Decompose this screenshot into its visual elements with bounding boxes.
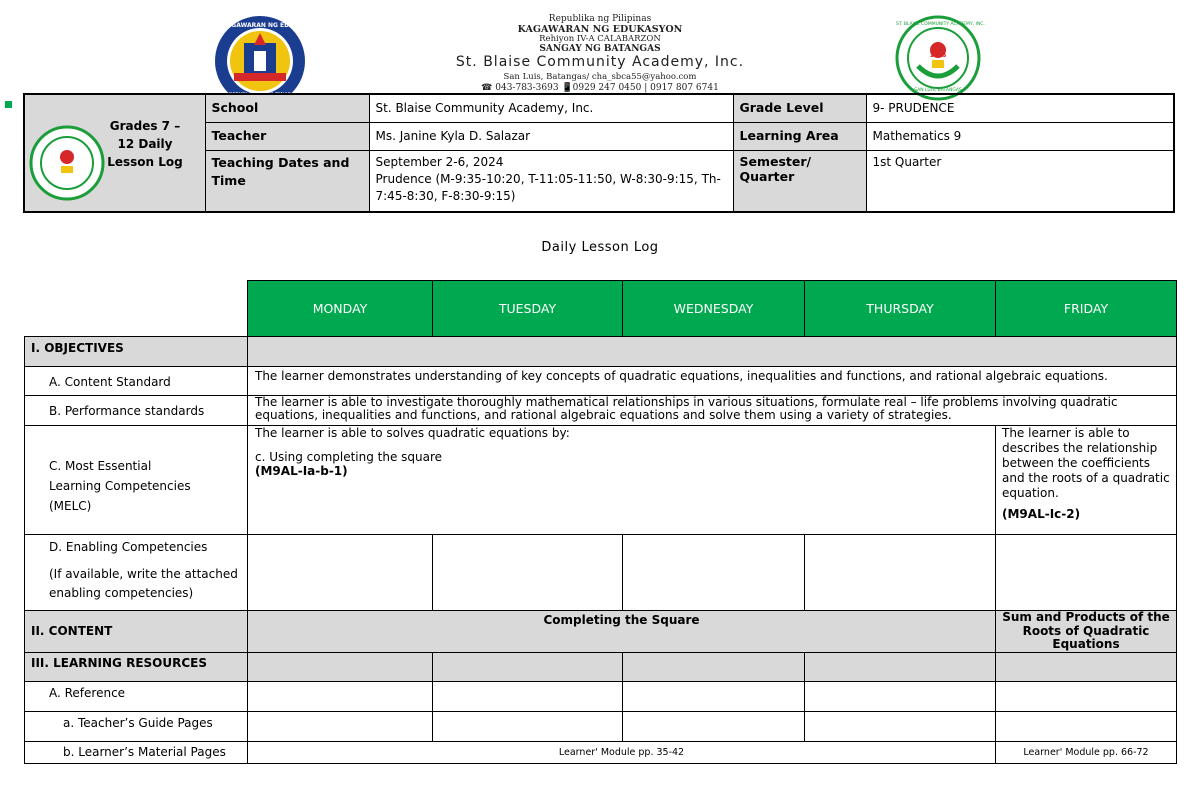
melc-main-code: (M9AL-Ia-b-1) — [255, 464, 348, 478]
enabling-label: D. Enabling Competencies — [49, 540, 208, 554]
objectives-heading: I. OBJECTIVES — [25, 337, 248, 367]
resources-tuesday — [433, 652, 623, 681]
dates-label: Teaching Dates and Time — [205, 150, 369, 212]
enabling-friday — [996, 535, 1177, 611]
day-wednesday: WEDNESDAY — [623, 281, 805, 337]
header-address: San Luis, Batangas/ cha_sbca55@yahoo.com — [503, 72, 697, 82]
school-value: St. Blaise Community Academy, Inc. — [369, 94, 733, 122]
teachers-guide-label: a. Teacher’s Guide Pages — [25, 711, 248, 741]
resources-friday — [996, 652, 1177, 681]
tg-thursday — [805, 711, 996, 741]
melc-main — [248, 426, 996, 535]
lesson-log-table — [24, 280, 1177, 764]
deped-seal-top-text: KAGAWARAN NG EDUKASYON — [222, 22, 322, 29]
school-logo-small — [29, 125, 105, 201]
enabling-wednesday — [623, 535, 805, 611]
info-table — [23, 93, 1175, 213]
enabling-thursday — [805, 535, 996, 611]
day-tuesday: TUESDAY — [433, 281, 623, 337]
reference-wednesday — [623, 681, 805, 711]
grades-label: Grades 7 – 12 Daily Lesson Log — [107, 119, 183, 169]
learners-material-label: b. Learner’s Material Pages — [25, 741, 248, 763]
tg-wednesday — [623, 711, 805, 741]
bullet-marker — [5, 101, 12, 108]
school-seal-text: ST. BLAISE COMMUNITY ACADEMY, INC. — [896, 22, 985, 27]
reference-friday — [996, 681, 1177, 711]
header-contact: ☎ 043-783-3693 📱0929 247 0450 | 0917 807 6741 — [481, 83, 719, 93]
semester-label: Semester/ Quarter — [733, 150, 866, 212]
content-friday: Sum and Products of the Roots of Quadratic Equations — [996, 611, 1177, 653]
teacher-value: Ms. Janine Kyla D. Salazar — [369, 122, 733, 150]
learning-area-value: Mathematics 9 — [866, 122, 1174, 150]
learning-area-label: Learning Area — [733, 122, 866, 150]
melc-main-line1: The learner is able to solves quadratic equations by: — [255, 426, 570, 440]
reference-label: A. Reference — [25, 681, 248, 711]
dates-range: September 2-6, 2024 — [375, 154, 504, 169]
content-standard-label: A. Content Standard — [25, 367, 248, 396]
grades-cell — [24, 94, 205, 212]
dates-schedule: Prudence (M-9:35-10:20, T-11:05-11:50, W-8:30-9:15, Th-7:45-8:30, F-8:30-9:15) — [375, 171, 721, 203]
header-republic: Republika ng Pilipinas — [548, 14, 652, 24]
melc-friday-text: The learner is able to describes the relationship between the coefficients and the roots of a quadratic equation. — [1002, 426, 1170, 500]
reference-tuesday — [433, 681, 623, 711]
objectives-band — [248, 337, 1177, 367]
performance-standards-text: The learner is able to investigate thoroughly mathematical relationships in various situations, formulate real – life problems involving quadratic equations, inequalities and functions, and rational algebraic equations and solve them using a variety of strategies. — [248, 396, 1177, 426]
reference-monday — [248, 681, 433, 711]
tg-tuesday — [433, 711, 623, 741]
enabling-tuesday — [433, 535, 623, 611]
melc-friday-code: (M9AL-Ic-2) — [1002, 507, 1081, 521]
melc-spacer — [255, 440, 989, 450]
reference-thursday — [805, 681, 996, 711]
dates-value — [369, 150, 733, 212]
day-thursday: THURSDAY — [805, 281, 996, 337]
resources-heading: III. LEARNING RESOURCES — [25, 652, 248, 681]
content-standard-text: The learner demonstrates understanding of key concepts of quadratic equations, inequalities and functions, and rational algebraic equations. — [248, 367, 1177, 396]
header-department: KAGAWARAN NG EDUKASYON — [517, 24, 683, 35]
tg-friday — [996, 711, 1177, 741]
header-division: SANGAY NG BATANGAS — [539, 44, 661, 54]
enabling-note: (If available, write the attached enabling competencies) — [49, 567, 238, 600]
school-seal-bottom: SAN LUIS, BATANGAS — [914, 88, 962, 93]
resources-wednesday — [623, 652, 805, 681]
lm-main: Learner' Module pp. 35-42 — [248, 741, 996, 763]
teacher-label: Teacher — [205, 122, 369, 150]
content-main: Completing the Square — [248, 611, 996, 653]
melc-friday — [996, 426, 1177, 535]
header-school-name: St. Blaise Community Academy, Inc. — [455, 54, 745, 70]
lm-friday: Learner' Module pp. 66-72 — [996, 741, 1177, 763]
tg-monday — [248, 711, 433, 741]
melc-label: C. Most Essential Learning Competencies (MELC) — [25, 426, 248, 535]
header-region: Rehiyon IV-A CALABARZON — [539, 34, 661, 44]
day-friday: FRIDAY — [996, 281, 1177, 337]
enabling-monday — [248, 535, 433, 611]
school-label: School — [205, 94, 369, 122]
corner-cell — [25, 281, 248, 337]
page-title: Daily Lesson Log — [541, 240, 659, 255]
enabling-label-cell — [25, 535, 248, 611]
school-seal-year: 1955 — [929, 52, 947, 59]
grade-level-value: 9- PRUDENCE — [866, 94, 1174, 122]
semester-value: 1st Quarter — [866, 150, 1174, 212]
day-monday: MONDAY — [248, 281, 433, 337]
grade-level-label: Grade Level — [733, 94, 866, 122]
melc-main-line2: c. Using completing the square — [255, 450, 443, 464]
performance-standards-label: B. Performance standards — [25, 396, 248, 426]
resources-thursday — [805, 652, 996, 681]
content-heading: II. CONTENT — [25, 611, 248, 653]
resources-monday — [248, 652, 433, 681]
